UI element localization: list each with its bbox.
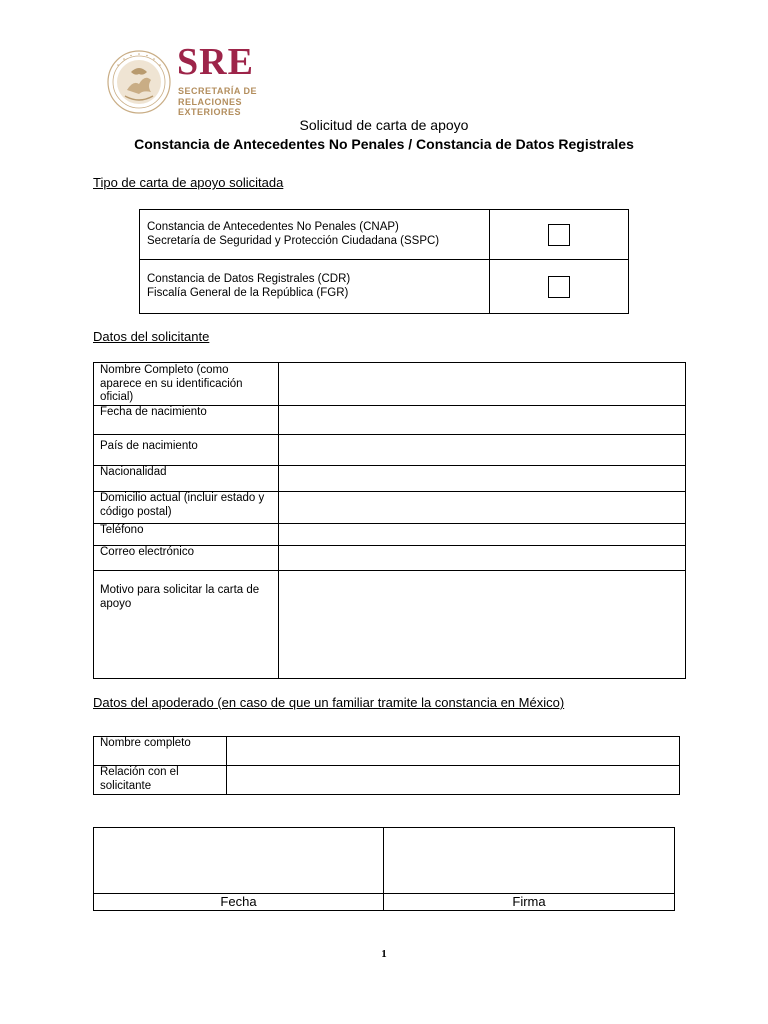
nombre-completo-label: Nombre Completo (como aparece en su identificación oficial): [94, 363, 279, 406]
firma-label-row: [94, 894, 675, 911]
cnap-checkbox[interactable]: [548, 224, 570, 246]
nacionalidad-field[interactable]: [279, 466, 686, 492]
cdr-checkbox-cell: [490, 260, 629, 314]
mexico-seal-logo: [107, 50, 171, 114]
apoderado-heading: Datos del apoderado (en caso de que un familiar tramite la constancia en México): [93, 695, 565, 710]
relacion-field[interactable]: [227, 766, 680, 795]
page-number: 1: [381, 948, 387, 960]
cdr-label: Constancia de Datos Registrales (CDR) Fiscalía General de la República (FGR): [140, 260, 490, 314]
tipo-carta-table: [139, 209, 629, 314]
fecha-label: Fecha: [94, 894, 384, 911]
table-row: [94, 737, 680, 766]
pais-nacimiento-field[interactable]: [279, 435, 686, 466]
table-row: [94, 571, 686, 679]
tipo-carta-row-cnap: [140, 210, 629, 260]
apoderado-nombre-label: Nombre completo: [94, 737, 227, 766]
cnap-checkbox-cell: [490, 210, 629, 260]
table-row: [94, 406, 686, 435]
table-row: [94, 766, 680, 795]
fecha-nacimiento-field[interactable]: [279, 406, 686, 435]
tipo-carta-row-cdr: [140, 260, 629, 314]
table-row: [94, 435, 686, 466]
firma-label: Firma: [384, 894, 675, 911]
nombre-completo-field[interactable]: [279, 363, 686, 406]
telefono-label: Teléfono: [94, 524, 279, 546]
domicilio-label: Domicilio actual (incluir estado y código postal): [94, 492, 279, 524]
fecha-nacimiento-label: Fecha de nacimiento: [94, 406, 279, 435]
solicitante-table: [93, 362, 686, 679]
apoderado-nombre-field[interactable]: [227, 737, 680, 766]
table-row: [94, 546, 686, 571]
firma-table: [93, 827, 675, 911]
table-row: [94, 363, 686, 406]
sre-subtitle: SECRETARÍA DE RELACIONES EXTERIORES: [178, 86, 258, 117]
tipo-carta-heading: Tipo de carta de apoyo solicitada: [93, 175, 284, 190]
sre-wordmark: SRE: [177, 41, 254, 83]
apoderado-table: [93, 736, 680, 795]
document-subtitle: Constancia de Antecedentes No Penales / Constancia de Datos Registrales: [134, 136, 634, 152]
cdr-checkbox[interactable]: [548, 276, 570, 298]
correo-label: Correo electrónico: [94, 546, 279, 571]
domicilio-field[interactable]: [279, 492, 686, 524]
nacionalidad-label: Nacionalidad: [94, 466, 279, 492]
motivo-field[interactable]: [279, 571, 686, 679]
telefono-field[interactable]: [279, 524, 686, 546]
motivo-label: Motivo para solicitar la carta de apoyo: [94, 571, 279, 679]
fecha-field[interactable]: [94, 828, 384, 894]
document-title: Solicitud de carta de apoyo: [299, 117, 469, 133]
correo-field[interactable]: [279, 546, 686, 571]
relacion-label: Relación con el solicitante: [94, 766, 227, 795]
table-row: [94, 524, 686, 546]
solicitante-heading: Datos del solicitante: [93, 329, 210, 344]
table-row: [94, 492, 686, 524]
firma-field[interactable]: [384, 828, 675, 894]
cnap-label: Constancia de Antecedentes No Penales (CNAP) Secretaría de Seguridad y Protección Ciudadana (SSPC): [140, 210, 490, 260]
table-row: [94, 466, 686, 492]
pais-nacimiento-label: País de nacimiento: [94, 435, 279, 466]
firma-input-row: [94, 828, 675, 894]
